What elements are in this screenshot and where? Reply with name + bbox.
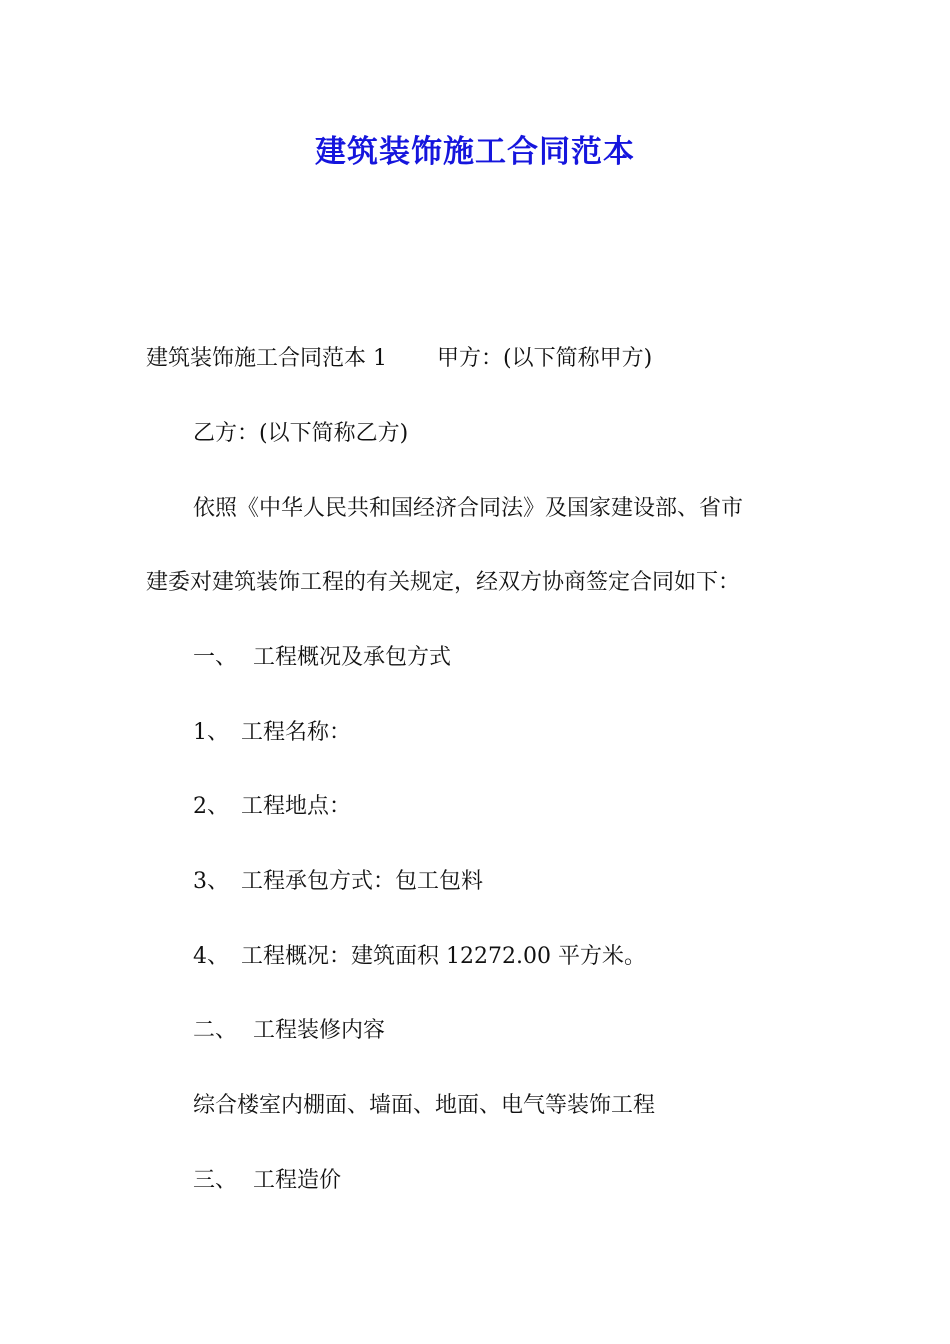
section-1-title: 工程概况及承包方式 bbox=[253, 645, 452, 670]
party-a-label: 甲方：(以下简称甲方) bbox=[437, 346, 653, 371]
contract-heading-line bbox=[146, 344, 652, 374]
section-2-title: 工程装修内容 bbox=[253, 1018, 386, 1043]
section-3-number: 三、 bbox=[193, 1168, 238, 1193]
section-1-heading bbox=[193, 643, 451, 673]
item-4 bbox=[193, 942, 646, 972]
item-2-text: 工程地点： bbox=[241, 794, 352, 819]
document-title: 建筑装饰施工合同范本 bbox=[315, 134, 635, 170]
section-3-title: 工程造价 bbox=[253, 1168, 342, 1193]
preamble-line-1: 依照《中华人民共和国经济合同法》及国家建设部、省市 bbox=[193, 496, 744, 521]
preamble-line-2: 建委对建筑装饰工程的有关规定，经双方协商签定合同如下： bbox=[146, 570, 741, 595]
item-2 bbox=[193, 792, 351, 822]
section-3-heading bbox=[193, 1166, 341, 1196]
section-2-number: 二、 bbox=[193, 1018, 238, 1043]
item-4-text: 工程概况：建筑面积 12272.00 平方米。 bbox=[241, 944, 646, 969]
item-3-text: 工程承包方式：包工包料 bbox=[241, 869, 484, 894]
item-3 bbox=[193, 867, 483, 897]
item-3-number: 3、 bbox=[193, 869, 229, 894]
section-2-body: 综合楼室内棚面、墙面、地面、电气等装饰工程 bbox=[193, 1093, 656, 1118]
item-2-number: 2、 bbox=[193, 794, 229, 819]
section-1-number: 一、 bbox=[193, 645, 238, 670]
party-b-label: 乙方：(以下简称乙方) bbox=[193, 421, 409, 446]
item-1-number: 1、 bbox=[193, 720, 229, 745]
section-2-heading bbox=[193, 1016, 385, 1046]
item-1 bbox=[193, 718, 351, 748]
contract-number-label: 建筑装饰施工合同范本 1 bbox=[146, 346, 387, 371]
item-1-text: 工程名称： bbox=[241, 720, 352, 745]
item-4-number: 4、 bbox=[193, 944, 229, 969]
